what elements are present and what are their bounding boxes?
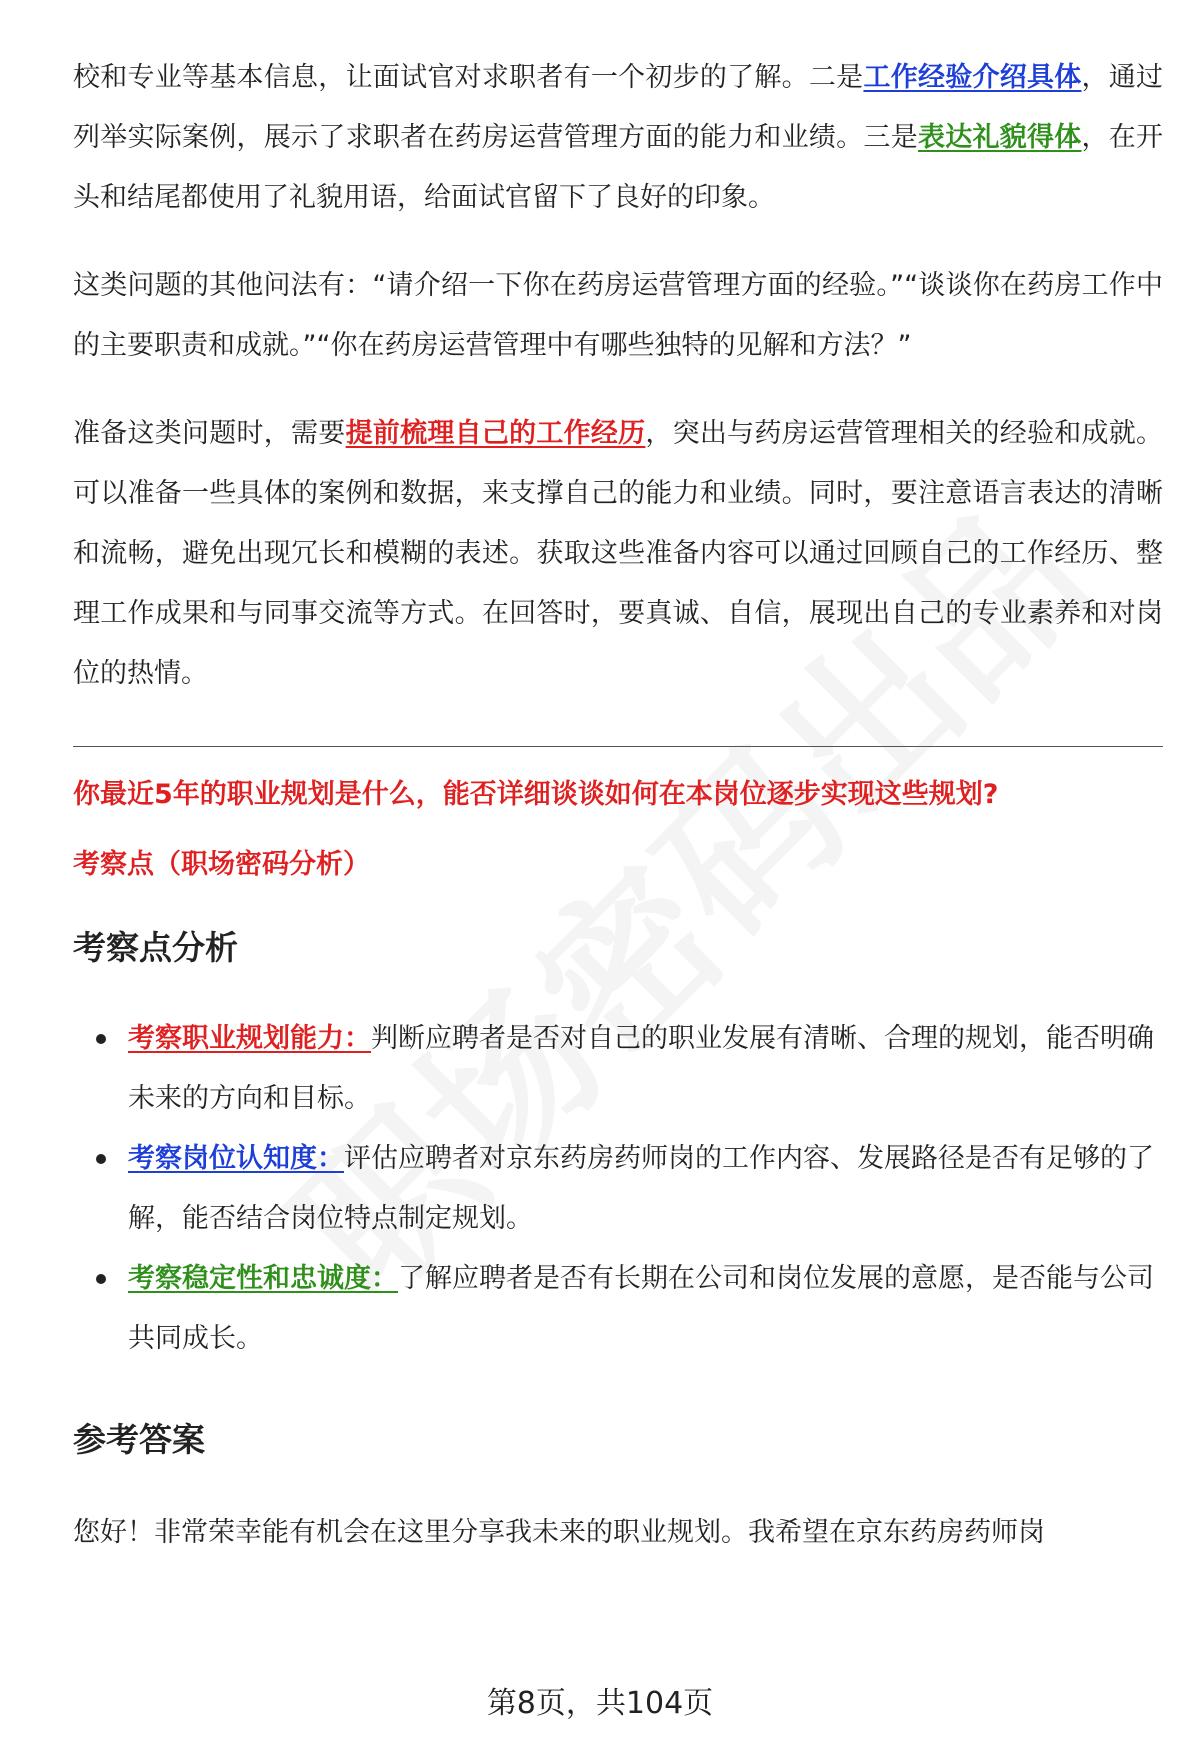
- highlight-review-experience: 提前梳理自己的工作经历: [345, 418, 646, 449]
- paragraph-text: 校和专业等基本信息，让面试官对求职者有一个初步的了解。二是: [73, 62, 864, 93]
- list-item: [73, 1249, 1163, 1369]
- paragraph-text: ，突出与药房运营管理相关的经验和成就。可以准备一些具体的案例和数据，来支撑自己的能力和业绩。同时，要注意语言表达的清晰和流畅，避免出现冗长和模糊的表述。获取这些准备内容可以通过回顾自己的工作经历、整理工作成果和与同事交流等方式。在回答时，要真诚、自信，展现出自己的专业素养和对岗位的热情。: [73, 418, 1164, 689]
- analysis-list: [73, 1009, 1163, 1369]
- point-text: 判断应聘者是否对自己的职业发展有清晰、合理的规划，能否明确未来的方向和目标。: [128, 1023, 1154, 1114]
- analysis-subheading: 考察点（职场密码分析）: [73, 849, 370, 880]
- paragraph-alternative-questions: 这类问题的其他问法有：“请介绍一下你在药房运营管理方面的经验。”“谈谈你在药房工作中的主要职责和成就。”“你在药房运营管理中有哪些独特的见解和方法？”: [73, 270, 1163, 361]
- interview-question: 你最近5年的职业规划是什么，能否详细谈谈如何在本岗位逐步实现这些规划?: [73, 779, 999, 810]
- bullet-icon: [96, 1274, 106, 1284]
- bullet-icon: [96, 1034, 106, 1044]
- point-label: 考察稳定性和忠诚度：: [128, 1263, 398, 1294]
- highlight-polite-expression: 表达礼貌得体: [917, 122, 1082, 153]
- document-page: [73, 48, 1163, 1563]
- paragraph-text: 准备这类问题时，需要: [73, 418, 346, 449]
- answer-paragraph: 您好！非常荣幸能有机会在这里分享我未来的职业规划。我希望在京东药房药师岗: [73, 1517, 1045, 1548]
- point-text: 评估应聘者对京东药房药师岗的工作内容、发展路径是否有足够的了解，能否结合岗位特点制定规划。: [128, 1143, 1154, 1234]
- section-title-analysis: 考察点分析: [73, 928, 238, 967]
- paragraph-preparation: [73, 404, 1163, 704]
- page-number: 第8页，共104页: [486, 1686, 714, 1721]
- highlight-work-experience: 工作经验介绍具体: [863, 62, 1082, 93]
- bullet-icon: [96, 1154, 106, 1164]
- paragraph-text: ，在开头和结尾都使用了礼貌用语，给面试官留下了良好的印象。: [73, 122, 1164, 213]
- point-label: 考察职业规划能力：: [128, 1023, 371, 1054]
- paragraph-text: ，通过列举实际案例，展示了求职者在药房运营管理方面的能力和业绩。三是: [73, 62, 1164, 153]
- point-label: 考察岗位认知度：: [128, 1143, 344, 1174]
- section-title-answer: 参考答案: [73, 1420, 205, 1459]
- point-text: 了解应聘者是否有长期在公司和岗位发展的意愿，是否能与公司共同成长。: [128, 1263, 1154, 1354]
- paragraph-summary: [73, 48, 1163, 228]
- list-item: [73, 1009, 1163, 1129]
- list-item: [73, 1129, 1163, 1249]
